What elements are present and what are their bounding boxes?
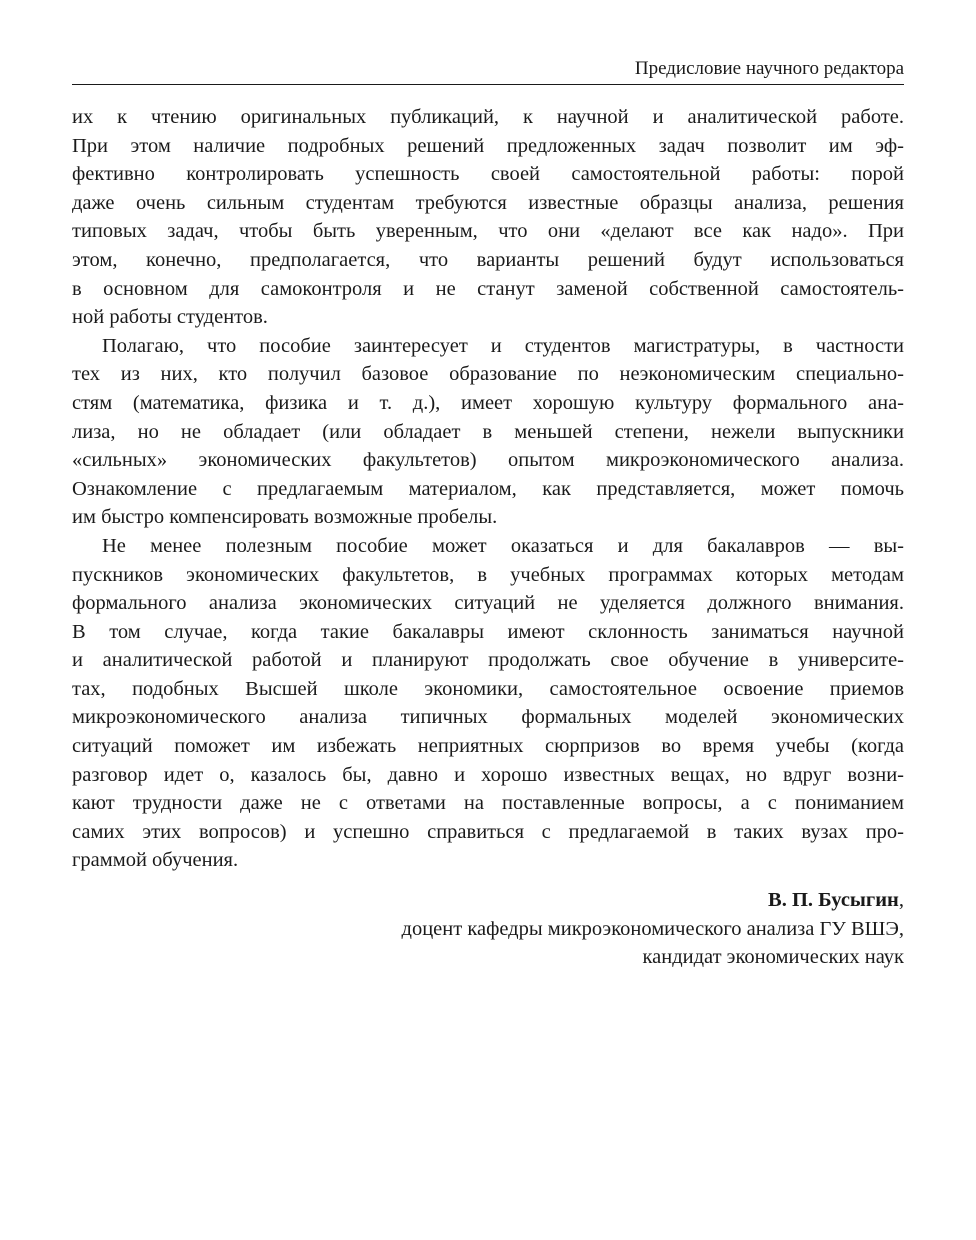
text-line: Ознакомление с предлагаемым материалом, как представляется, может помочь	[72, 477, 904, 500]
text-line: кают трудности даже не с ответами на поставленные вопросы, а с пониманием	[72, 792, 904, 815]
text-line: даже очень сильным студентам требуются известные образцы анализа, решения	[72, 191, 904, 214]
text-line: Полагаю, что пособие заинтересует и студентов магистратуры, в частности	[102, 334, 904, 357]
text-line: микроэкономического анализа типичных формальных моделей экономических	[72, 706, 904, 729]
author-name: В. П. Бусыгин	[768, 889, 899, 911]
text-line: их к чтению оригинальных публикаций, к научной и аналитической работе.	[72, 106, 904, 128]
text-line: В том случае, когда такие бакалавры имеют склонность заниматься научной	[72, 620, 904, 643]
signature-block	[402, 886, 904, 972]
author-degree: кандидат экономических наук	[642, 946, 904, 969]
text-line: пускников экономических факультетов, в учебных программах которых методам	[72, 563, 904, 586]
paragraph-1	[72, 103, 904, 332]
author-name-comma: ,	[898, 889, 904, 911]
text-line: граммой обучения.	[72, 849, 239, 872]
author-line	[402, 886, 904, 915]
text-line: При этом наличие подробных решений предложенных задач позволит им эф-	[72, 134, 904, 157]
paragraph-2	[72, 332, 904, 532]
text-line: Не менее полезным пособие может оказаться и для бакалавров — вы-	[102, 534, 904, 557]
body-text	[72, 103, 904, 875]
text-line: тах, подобных Высшей школе экономики, самостоятельное освоение приемов	[72, 677, 904, 700]
text-line: формального анализа экономических ситуаций не уделяется должного внимания.	[72, 592, 904, 615]
text-line: разговор идет о, казалось бы, давно и хорошо известных вещах, но вдруг возни-	[72, 763, 904, 786]
paragraph-3	[72, 532, 904, 875]
text-line: стям (математика, физика и т. д.), имеет хорошую культуру формального ана-	[72, 391, 904, 414]
text-line: и аналитической работой и планируют продолжать свое обучение в университе-	[72, 649, 904, 672]
text-line: фективно контролировать успешность своей самостоятельной работы: порой	[72, 163, 904, 186]
header-rule	[72, 84, 904, 85]
text-line: в основном для самоконтроля и не станут заменой собственной самостоятель-	[72, 277, 904, 300]
text-line: им быстро компенсировать возможные пробелы.	[72, 506, 498, 529]
text-line: типовых задач, чтобы быть уверенным, что они «делают все как надо». При	[72, 220, 904, 243]
text-line: «сильных» экономических факультетов) опытом микроэкономического анализа.	[72, 449, 904, 472]
text-line: ситуаций поможет им избежать неприятных сюрпризов во время учебы (когда	[72, 735, 904, 758]
running-title: Предисловие научного редактора	[634, 58, 904, 79]
text-line: самих этих вопросов) и успешно справиться с предлагаемой в таких вузах про-	[72, 820, 904, 843]
text-line: ной работы студентов.	[72, 306, 268, 329]
text-line: этом, конечно, предполагается, что варианты решений будут использоваться	[72, 248, 904, 271]
author-position: доцент кафедры микроэкономического анализа ГУ ВШЭ,	[401, 917, 904, 940]
text-line: тех из них, кто получил базовое образование по неэкономическим специально-	[72, 363, 904, 386]
text-line: лиза, но не обладает (или обладает в меньшей степени, нежели выпускники	[72, 420, 904, 443]
